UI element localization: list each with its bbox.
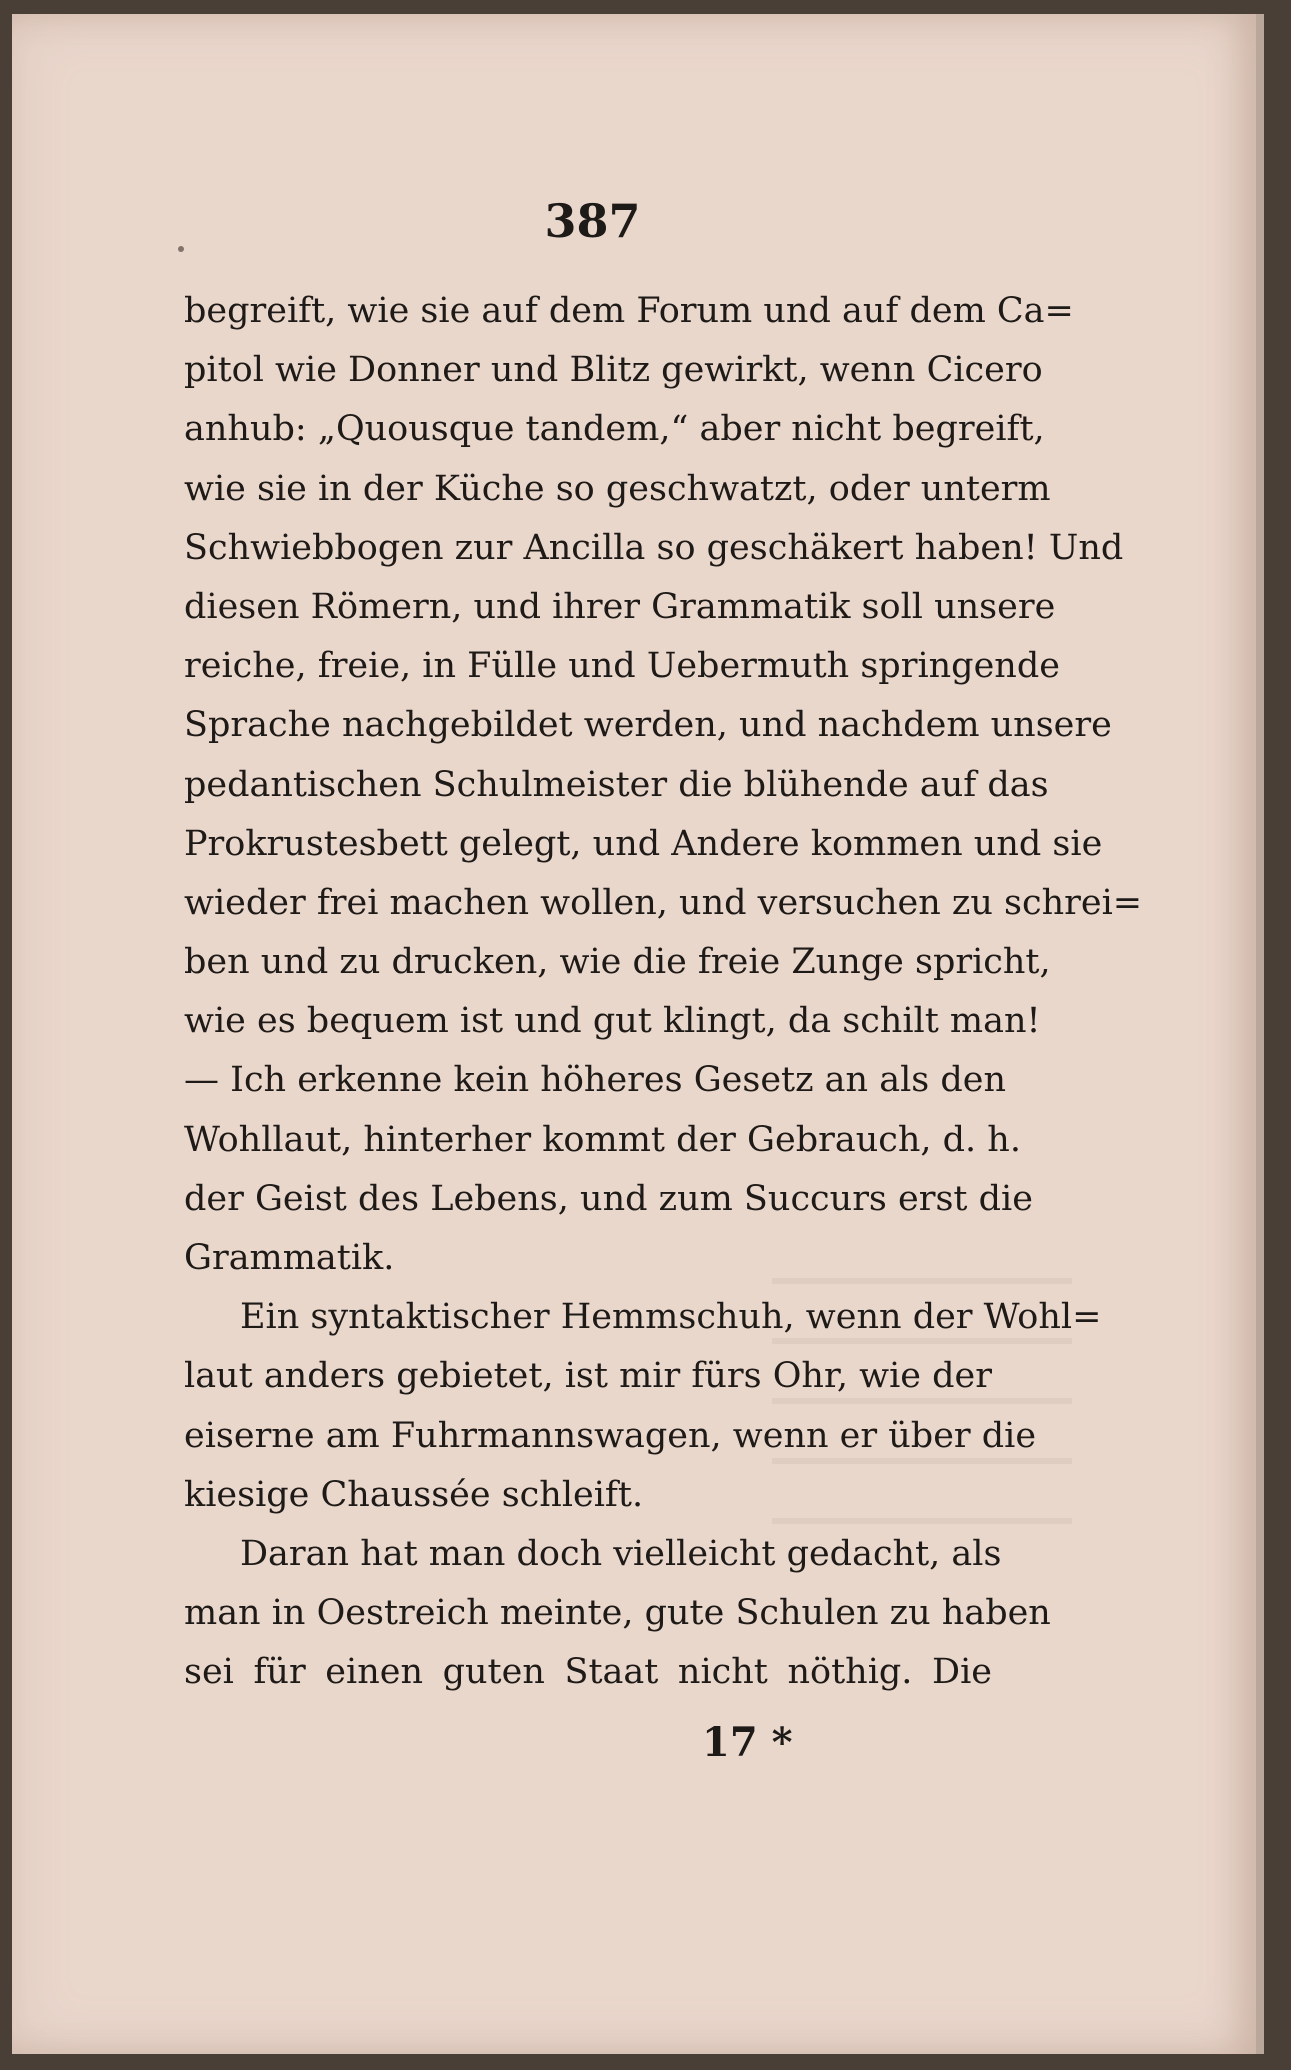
text-line: — Ich erkenne kein höheres Gesetz an als den: [184, 1060, 1007, 1101]
signature-mark: 17 *: [702, 1719, 793, 1766]
text-line: wie sie in der Küche so geschwatzt, oder unterm: [184, 468, 1051, 509]
text-line: reiche, freie, in Fülle und Uebermuth springende: [184, 646, 1060, 687]
text-line: laut anders gebietet, ist mir fürs Ohr, wie der: [184, 1356, 992, 1397]
text-line: anhub: „Quousque tandem,“ aber nicht begreift,: [184, 409, 1045, 450]
text-line: wie es bequem ist und gut klingt, da schilt man!: [184, 1001, 1041, 1042]
text-line: Grammatik.: [184, 1238, 395, 1278]
text-line: Prokrustesbett gelegt, und Andere kommen und sie: [184, 823, 1103, 864]
text-line: ben und zu drucken, wie die freie Zunge spricht,: [184, 942, 1051, 983]
text-line: wieder frei machen wollen, und versuchen zu schrei=: [184, 882, 1143, 923]
body-text: [184, 282, 1143, 1703]
book-page: [12, 14, 1264, 2054]
text-line: Daran hat man doch vielleicht gedacht, als: [240, 1533, 1002, 1574]
text-line: Sprache nachgebildet werden, und nachdem unsere: [184, 705, 1112, 746]
text-line: sei für einen guten Staat nicht nöthig. Die: [184, 1652, 992, 1693]
text-line: Wohllaut, hinterher kommt der Gebrauch, d. h.: [184, 1119, 1021, 1160]
text-line: man in Oestreich meinte, gute Schulen zu haben: [184, 1593, 1051, 1634]
text-line: der Geist des Lebens, und zum Succurs erst die: [184, 1178, 1033, 1219]
text-line: Ein syntaktischer Hemmschuh, wenn der Wohl=: [240, 1297, 1102, 1338]
text-line: begreift, wie sie auf dem Forum und auf dem Ca=: [184, 291, 1074, 331]
text-line: kiesige Chaussée schleift.: [184, 1474, 644, 1515]
text-line: pedantischen Schulmeister die blühende auf das: [184, 764, 1049, 805]
text-line: Schwiebbogen zur Ancilla so geschäkert haben! Und: [184, 527, 1124, 568]
text-line: diesen Römern, und ihrer Grammatik soll unsere: [184, 586, 1056, 627]
text-line: eiserne am Fuhrmannswagen, wenn er über die: [184, 1415, 1037, 1456]
text-line: pitol wie Donner und Blitz gewirkt, wenn Cicero: [184, 350, 1043, 391]
page-number: 387: [544, 194, 641, 248]
